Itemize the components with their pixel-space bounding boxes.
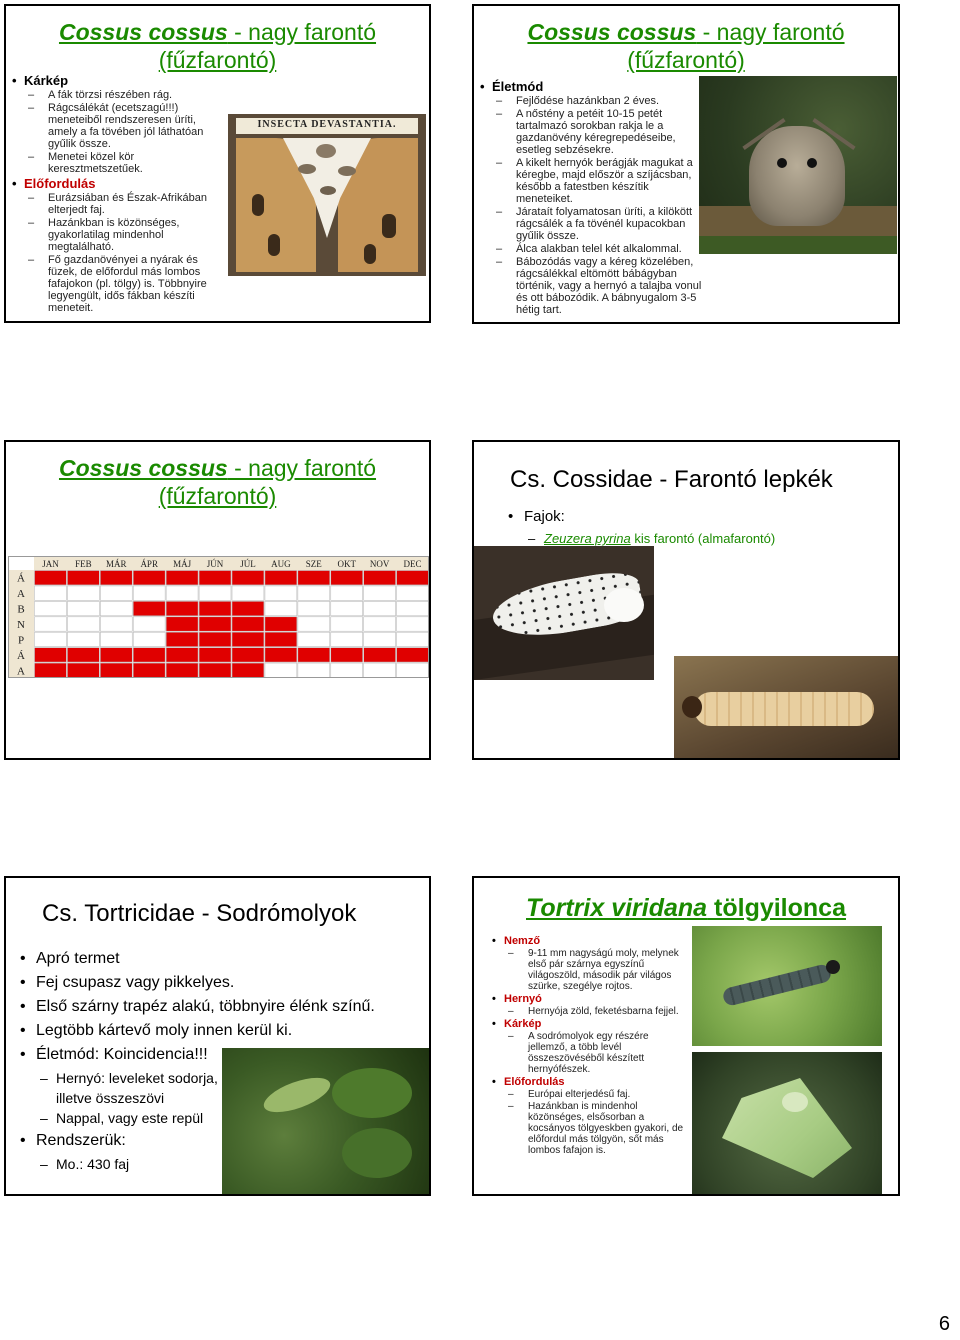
leaf-roll-photo — [222, 1048, 429, 1194]
slide-1-title: Cossus cossus - nagy farontó (fűzfarontó) — [58, 19, 377, 73]
photo-label: INSECTA DEVASTANTIA. — [257, 119, 397, 130]
stage-cell-empty — [133, 617, 165, 631]
month-label: NOV — [369, 559, 390, 569]
stage-cell-empty — [397, 601, 429, 615]
phenology-chart — [8, 556, 429, 678]
slide-1-body — [10, 72, 224, 315]
stage-cell-empty — [331, 632, 363, 646]
month-label: AUG — [271, 559, 291, 569]
list-item: – Nappal, vagy este repül — [6, 1110, 426, 1126]
stage-cell-filled — [232, 617, 264, 631]
section-head: • Hernyó — [490, 993, 690, 1005]
slide-6-title: Tortrix viridana tölgyilonca — [526, 894, 846, 922]
stage-cell-filled — [35, 648, 67, 662]
section-head: • Előfordulás — [490, 1076, 690, 1088]
stage-cell-empty — [331, 617, 363, 631]
stage-cell-empty — [67, 601, 99, 615]
month-label: JAN — [42, 559, 59, 569]
leopard-moth-photo — [474, 546, 654, 680]
stage-cell-empty — [67, 632, 99, 646]
list-item: – Bábozódás vagy a kéreg közelében, rágcsálékkal eltömött bábágyban történik, vagy a hernyó a talajba vonul és ott bábozódik. A bábnyugalom 3-5 hétig tart. — [478, 256, 704, 316]
list-item: – Fejlődése hazánkban 2 éves. — [478, 95, 704, 107]
slide-5 — [4, 876, 431, 1196]
slide-4-title: Cs. Cossidae - Farontó lepkék — [510, 466, 833, 493]
stage-cell-filled — [100, 648, 132, 662]
caterpillar-photo — [692, 926, 882, 1046]
stage-cell-filled — [166, 632, 198, 646]
list-item: – Rágcsálékát (ecetszagú!!!) meneteiből rendszeresen üríti, amely a fa tövében jól láthatóan gyűlik össze. — [10, 102, 224, 150]
stage-cell-filled — [133, 663, 165, 677]
slide-2-title: Cossus cossus - nagy farontó (fűzfarontó) — [527, 19, 845, 73]
stage-cell-empty — [100, 586, 132, 600]
month-label: DEC — [403, 559, 422, 569]
list-item: • Első szárny trapéz alakú, többnyire élénk színű. — [6, 998, 426, 1016]
stage-cell-filled — [265, 648, 297, 662]
stage-cell-empty — [397, 632, 429, 646]
month-label: JÚN — [206, 559, 224, 569]
stage-cell-filled — [397, 571, 429, 585]
stage-cell-filled — [199, 632, 231, 646]
page-number: 6 — [938, 1313, 950, 1335]
stage-cell-filled — [232, 663, 264, 677]
larva-in-wood-photo — [674, 656, 898, 758]
stage-cell-filled — [199, 571, 231, 585]
stage-cell-empty — [364, 632, 396, 646]
stage-cell-empty — [298, 663, 330, 677]
stage-cell-filled — [67, 571, 99, 585]
stage-cell-empty — [397, 663, 429, 677]
stage-cell-empty — [331, 663, 363, 677]
stage-cell-filled — [166, 601, 198, 615]
slide-4-body — [494, 502, 894, 550]
stage-cell-filled — [199, 663, 231, 677]
section-head: • Fajok: — [494, 508, 894, 525]
stage-cell-empty — [331, 601, 363, 615]
species-item: – Zeuzera pyrina kis farontó (almafarontó) — [494, 531, 894, 546]
stage-cell-filled — [35, 571, 67, 585]
stage-cell-empty — [364, 663, 396, 677]
stage-label: Á — [17, 572, 25, 585]
stage-cell-filled — [166, 571, 198, 585]
list-item: – A nőstény a petéit 10-15 petét tartalmazó sorokban rakja le a gazdanövény kéregrepedéseibe, esetleg sebzésekre. — [478, 108, 704, 156]
slide-4 — [472, 440, 900, 760]
stage-cell-filled — [232, 601, 264, 615]
list-item: – Európai elterjedésű faj. — [490, 1089, 690, 1100]
slide-1 — [4, 4, 431, 323]
list-item: – Menetei közel kör keresztmetszetűek. — [10, 151, 224, 175]
stage-cell-filled — [298, 648, 330, 662]
stage-cell-empty — [232, 586, 264, 600]
stage-cell-filled — [166, 617, 198, 631]
green-moth-photo — [692, 1052, 882, 1194]
stage-label: A — [17, 665, 25, 678]
stage-cell-empty — [133, 632, 165, 646]
list-item: – Álca alakban telel két alkalommal. — [478, 243, 704, 255]
stage-cell-empty — [298, 586, 330, 600]
stage-cell-filled — [199, 601, 231, 615]
stage-cell-filled — [133, 648, 165, 662]
stage-cell-empty — [35, 617, 67, 631]
stage-label: B — [17, 603, 25, 616]
list-item: – Mo.: 430 faj — [6, 1156, 426, 1172]
stage-cell-empty — [364, 601, 396, 615]
list-item: – 9-11 mm nagyságú moly, melynek első pár szárnya egyszínű világoszöld, második pár világos szürke, szegélye rojtos. — [490, 948, 690, 992]
stage-cell-filled — [67, 663, 99, 677]
slide-2 — [472, 4, 900, 324]
stage-cell-empty — [100, 632, 132, 646]
list-item: – Hernyó: leveleket sodorja, — [6, 1070, 426, 1086]
month-label: MÁR — [106, 559, 127, 569]
phenology-chart-svg — [8, 556, 429, 678]
slide-6 — [472, 876, 900, 1196]
stage-cell-empty — [298, 617, 330, 631]
stage-cell-filled — [364, 571, 396, 585]
stage-cell-empty — [133, 586, 165, 600]
month-label: JÚL — [240, 559, 256, 569]
stage-cell-empty — [265, 601, 297, 615]
stage-cell-filled — [397, 648, 429, 662]
stage-cell-empty — [331, 586, 363, 600]
stage-cell-filled — [331, 648, 363, 662]
month-label: MÁJ — [173, 559, 192, 569]
month-label: ÁPR — [140, 559, 158, 569]
stage-cell-empty — [364, 586, 396, 600]
stage-cell-filled — [298, 571, 330, 585]
stage-cell-filled — [199, 617, 231, 631]
stage-cell-empty — [397, 617, 429, 631]
list-item: – Hernyója zöld, feketésbarna fejjel. — [490, 1006, 690, 1017]
stage-cell-empty — [35, 586, 67, 600]
stage-cell-empty — [298, 632, 330, 646]
stage-label: Á — [17, 649, 25, 662]
stage-cell-filled — [67, 648, 99, 662]
section-head: • Kárkép — [10, 73, 224, 88]
list-item: • Apró termet — [6, 950, 426, 968]
month-label: SZE — [305, 559, 322, 569]
section-head: • Nemző — [490, 935, 690, 947]
moth-photo — [699, 76, 897, 254]
stage-cell-filled — [265, 571, 297, 585]
stage-cell-filled — [265, 617, 297, 631]
stage-cell-filled — [133, 571, 165, 585]
stage-cell-filled — [35, 663, 67, 677]
list-item: • Legtöbb kártevő moly innen kerül ki. — [6, 1022, 426, 1040]
stage-cell-filled — [232, 632, 264, 646]
slide-2-body — [478, 78, 704, 317]
stage-cell-filled — [100, 663, 132, 677]
list-item: – Hazánkban is mindenhol közönséges, elsősorban a kocsányos tölgyeskben gyakori, de előfordul más tölgyön, sőt más lombos fafajon is. — [490, 1101, 690, 1156]
stage-cell-empty — [397, 586, 429, 600]
list-item: – A sodrómolyok egy részére jellemző, a több levél összeszövéséből készített hernyófészek. — [490, 1031, 690, 1075]
list-item: • Fej csupasz vagy pikkelyes. — [6, 974, 426, 992]
month-label: FEB — [75, 559, 92, 569]
stage-cell-empty — [265, 663, 297, 677]
list-item: • Rendszerük: — [6, 1132, 426, 1150]
list-item: – A fák törzsi részében rág. — [10, 89, 224, 101]
list-item-continuation: illetve összeszövi — [56, 1090, 165, 1106]
insecta-devastantia-photo — [228, 114, 426, 276]
list-item: – Fő gazdanövényei a nyárak és füzek, de előfordul más lombos fafajokon (pl. tölgy) is. Többnyire legyengült, idős fákban készíti meneteit. — [10, 254, 224, 314]
stage-label: A — [17, 588, 25, 601]
stage-cell-empty — [100, 617, 132, 631]
slide-3-title: Cossus cossus - nagy farontó (fűzfarontó) — [58, 455, 377, 509]
slide-3 — [4, 440, 431, 760]
list-item: – A kikelt hernyók berágják magukat a kéregbe, majd először a szíjácsban, később a fatestben készítik meneteiket. — [478, 157, 704, 205]
stage-cell-filled — [364, 648, 396, 662]
stage-cell-filled — [133, 601, 165, 615]
stage-cell-empty — [298, 601, 330, 615]
stage-cell-filled — [166, 663, 198, 677]
stage-cell-empty — [100, 601, 132, 615]
stage-cell-empty — [67, 617, 99, 631]
slide-6-body — [490, 934, 690, 1157]
stage-cell-empty — [166, 586, 198, 600]
stage-label: N — [17, 619, 25, 631]
stage-cell-empty — [35, 601, 67, 615]
stage-label: P — [17, 634, 25, 647]
stage-cell-empty — [67, 586, 99, 600]
list-item: – Hazánkban is közönséges, gyakorlatilag mindenhol megtalálható. — [10, 217, 224, 253]
list-item: • Életmód: Koincidencia!!! — [6, 1046, 426, 1064]
stage-cell-filled — [232, 571, 264, 585]
list-item: – Eurázsiában és Észak-Afrikában elterjedt faj. — [10, 192, 224, 216]
stage-cell-empty — [199, 586, 231, 600]
section-head: • Életmód — [478, 79, 704, 94]
stage-cell-filled — [265, 632, 297, 646]
section-head: • Előfordulás — [10, 176, 224, 191]
stage-cell-filled — [199, 648, 231, 662]
stage-cell-empty — [35, 632, 67, 646]
stage-cell-empty — [265, 586, 297, 600]
stage-cell-filled — [232, 648, 264, 662]
slide-5-title: Cs. Tortricidae - Sodrómolyok — [42, 900, 357, 927]
stage-cell-empty — [364, 617, 396, 631]
stage-cell-filled — [166, 648, 198, 662]
stage-cell-filled — [331, 571, 363, 585]
list-item: – Járataít folyamatosan üríti, a kilökött rágcsálék a fa tövénél kupacokban gyűlik össze. — [478, 206, 704, 242]
month-label: OKT — [337, 559, 356, 569]
stage-cell-filled — [100, 571, 132, 585]
section-head: • Kárkép — [490, 1018, 690, 1030]
